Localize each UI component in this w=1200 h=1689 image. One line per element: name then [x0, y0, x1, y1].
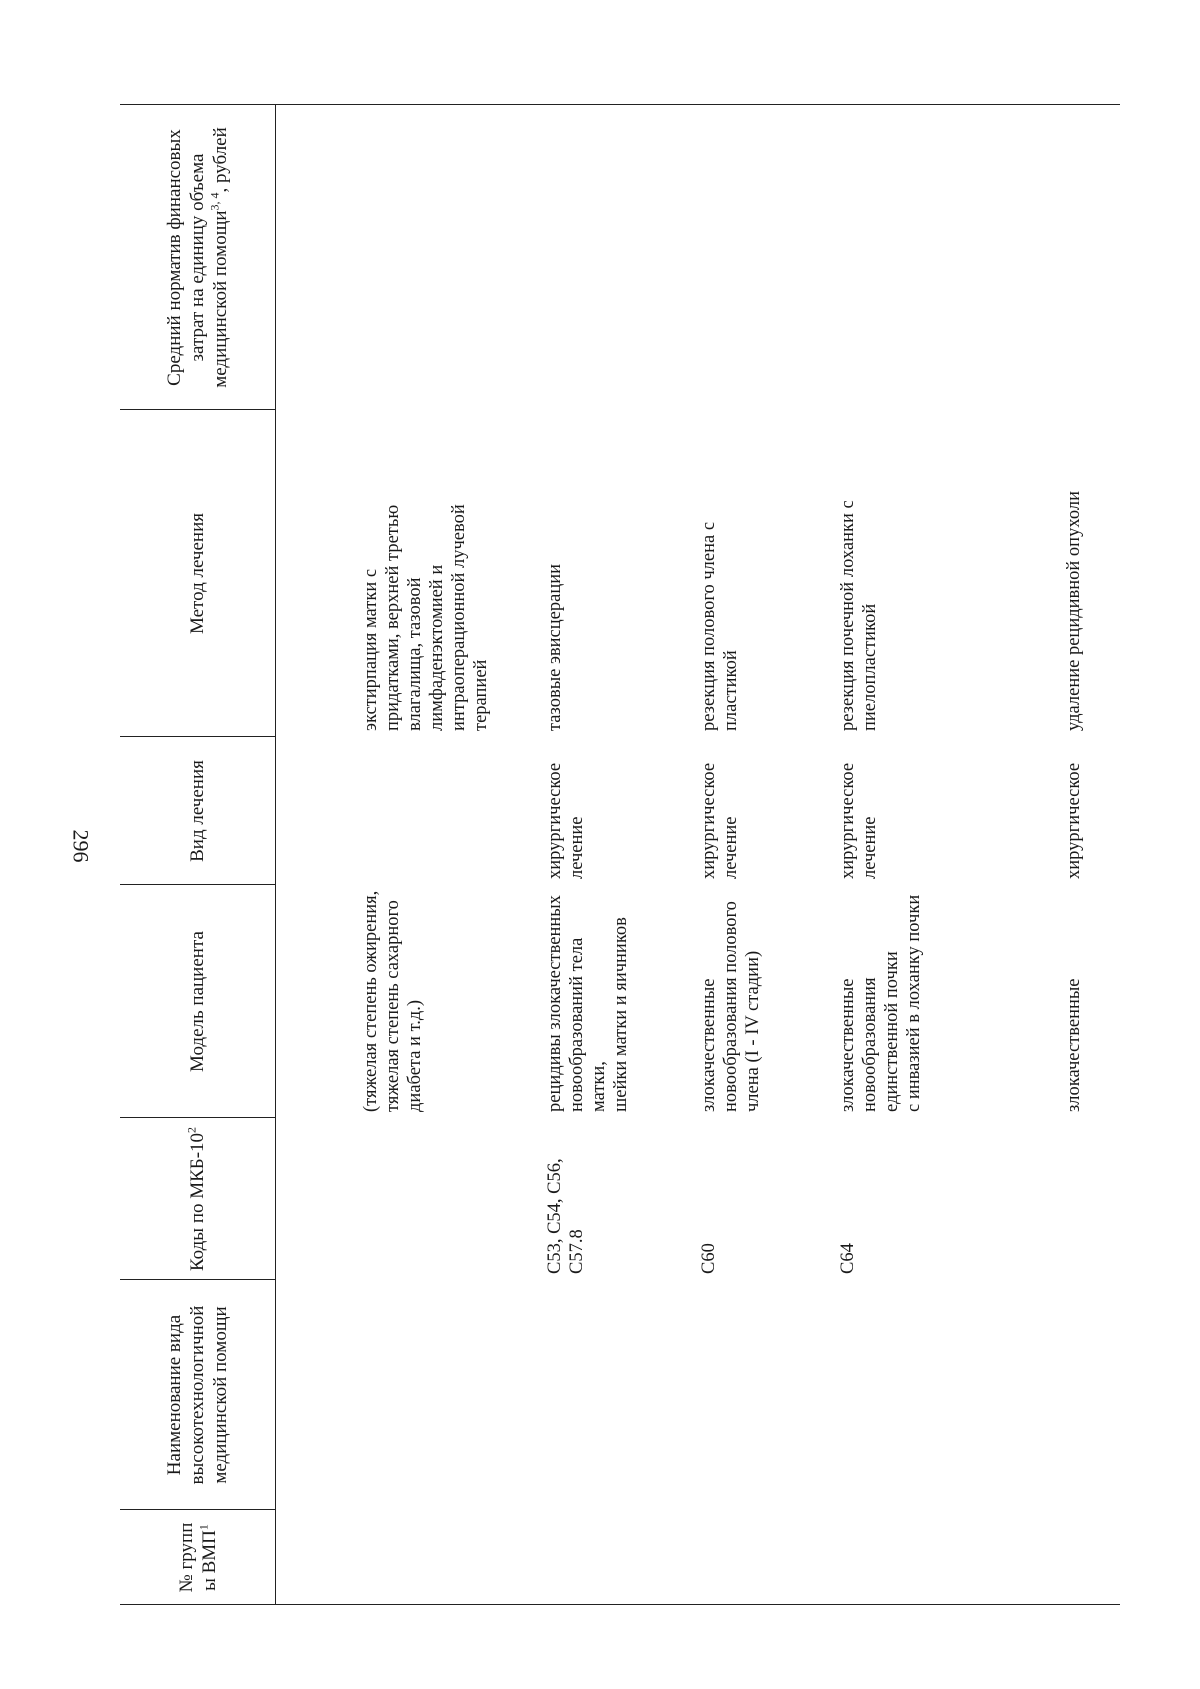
row-4-icd-codes: C64 [838, 1243, 858, 1274]
row-4-treatment-method: резекция почечной лоханки с пиелопластикой [838, 500, 880, 731]
page-number: 296 [68, 829, 93, 863]
header-group-number: № групп ы ВМП$^1$ [175, 1522, 220, 1593]
treatment-table [120, 105, 1120, 1605]
row-2-patient-model: рецидивы злокачественных новообразований тела матки, шейки матки и яичников [545, 895, 631, 1112]
header-icd-codes: Коды по МКБ-$10^2$ [184, 1126, 208, 1272]
row-3-treatment-method: резекция полового члена с пластикой [699, 521, 741, 731]
row-1-treatment-method: экстирпация матки с придатками, верхней третью влагалища, тазовой лимфаденэктомией и интраоперационной лучевой терапией [361, 504, 491, 731]
row-3-treatment-type: хирургическое лечение [699, 762, 741, 879]
row-2-treatment-method: тазовые эвисцерации [545, 563, 565, 731]
row-5-treatment-method: удаление рецидивной опухоли [1064, 490, 1084, 731]
row-3-icd-codes: C60 [699, 1243, 719, 1274]
header-treatment-method: Метод лечения [187, 513, 208, 635]
header-care-name: Наименование вида высокотехнологичной медицинской помощи [164, 1305, 231, 1485]
row-1-patient-model: (тяжелая степень ожирения, тяжелая степень сахарного диабета и т.д.) [361, 890, 425, 1112]
row-2-icd-codes: C53, C54, C56, C57.8 [545, 1158, 587, 1274]
header-cost-standard: Средний норматив финансовых затрат на единицу объема медицинской помощи$^{3, 4}$, рублей [164, 127, 231, 388]
row-2-treatment-type: хирургическое лечение [545, 762, 587, 879]
table-header [120, 105, 276, 1605]
row-5-patient-model: злокачественные [1064, 978, 1084, 1112]
header-patient-model: Модель пациента [187, 931, 208, 1072]
row-3-patient-model: злокачественные новообразования полового члена (I - IV стадии) [699, 901, 763, 1112]
table-body [275, 105, 1120, 1605]
header-treatment-type: Вид лечения [187, 760, 208, 862]
row-4-treatment-type: хирургическое лечение [838, 762, 880, 879]
row-5-treatment-type: хирургическое [1064, 762, 1084, 879]
row-4-patient-model: злокачественные новообразования единственной почки с инвазией в лоханку почки [838, 894, 924, 1112]
